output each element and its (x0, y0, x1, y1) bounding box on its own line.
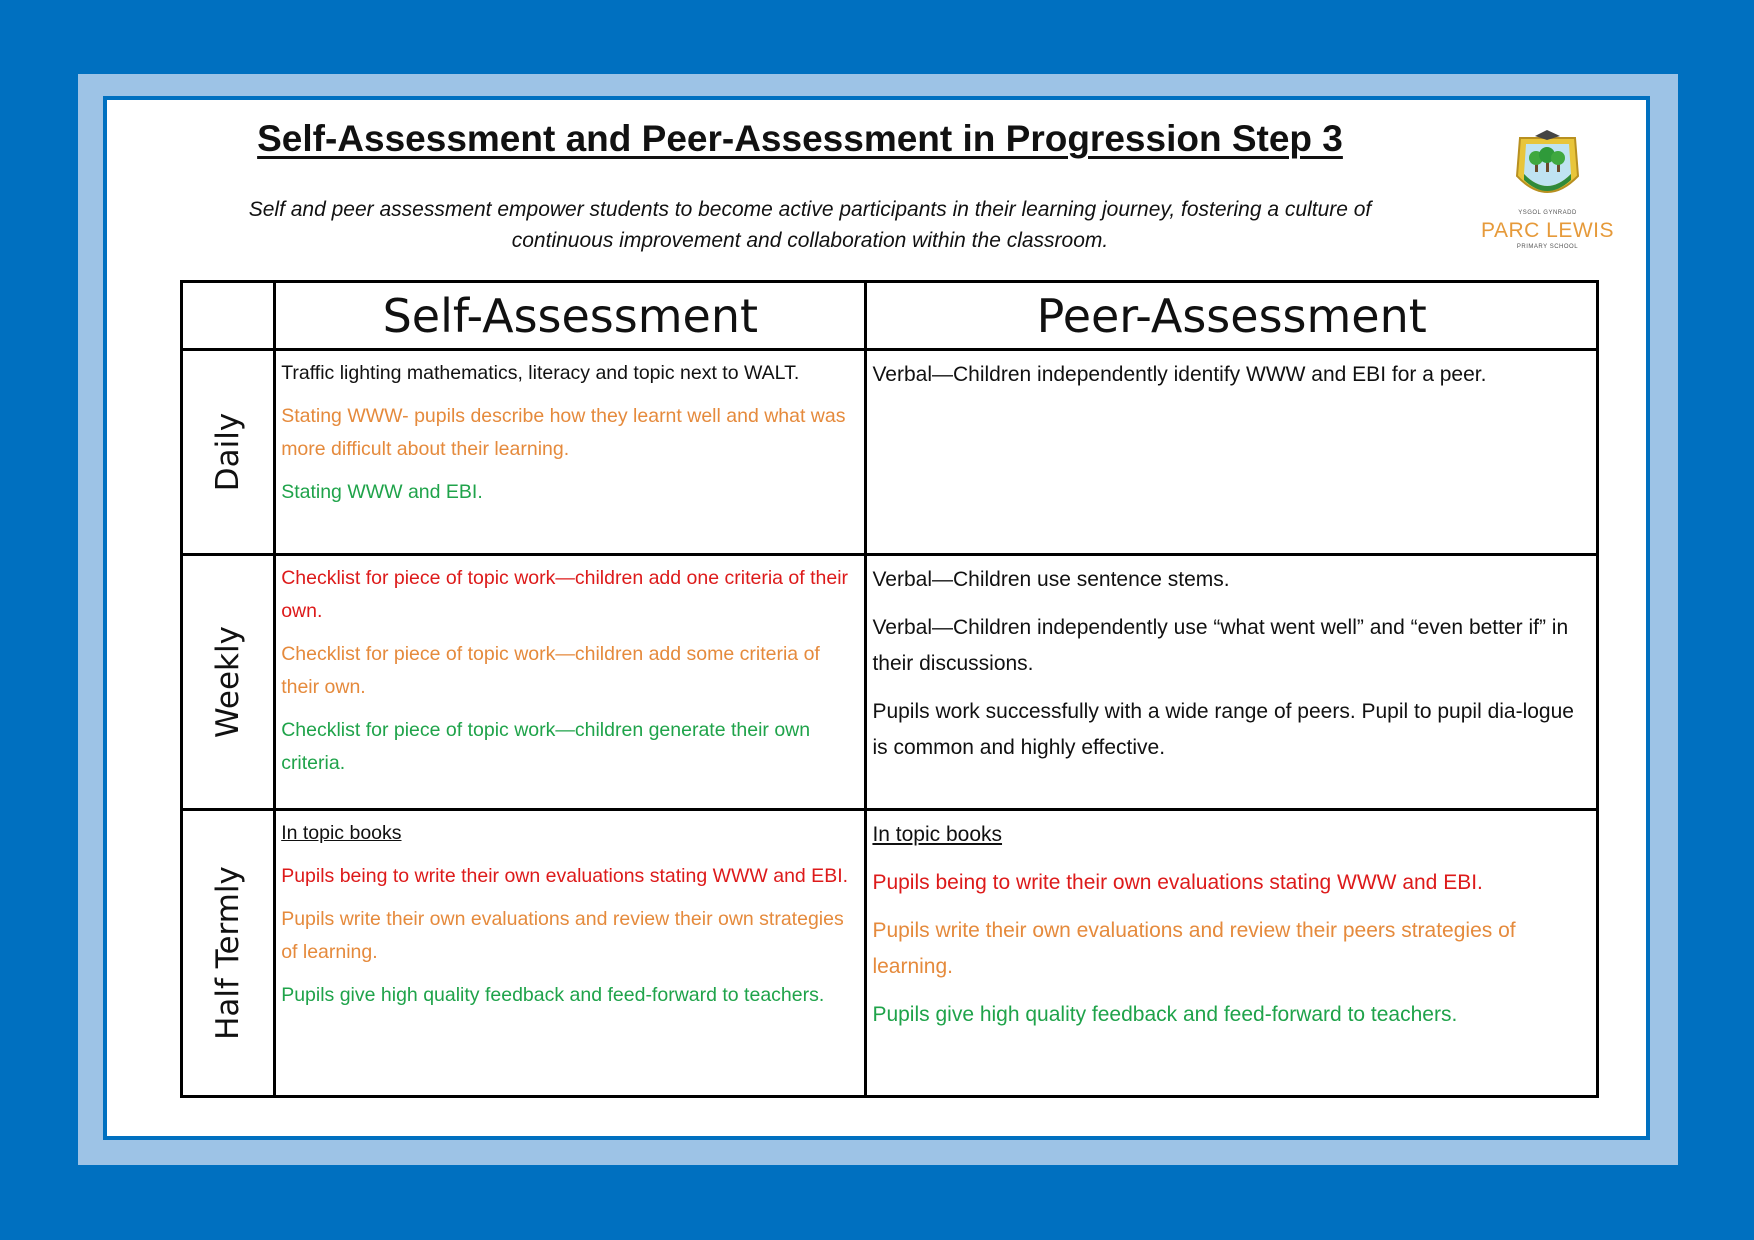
daily-self-item: Traffic lighting mathematics, literacy and topic next to WALT. (281, 362, 800, 385)
half-termly-peer-cell (866, 809, 1598, 1096)
weekly-self-item: Checklist for piece of topic work—children add some criteria of their own. (281, 643, 820, 698)
page-subtitle (190, 194, 1430, 256)
daily-self-item: Stating WWW and EBI. (281, 481, 483, 504)
half-termly-peer-item: Pupils give high quality feedback and feed-forward to teachers. (872, 1002, 1458, 1026)
row-label-daily: Daily (210, 412, 247, 492)
assessment-table (180, 280, 1599, 1098)
row-label-cell (182, 555, 275, 810)
logo-top-text: YSGOL GYNRADD (1518, 210, 1577, 216)
half-termly-self-item: Pupils write their own evaluations and review their own strategies of learning. (281, 907, 844, 963)
subtitle-line-2: continuous improvement and collaboration within the classroom. (511, 229, 1109, 252)
row-label-half-termly: Half Termly (210, 866, 247, 1040)
table-header-row (182, 282, 1598, 350)
logo-school-name: PARC LEWIS (1481, 219, 1614, 242)
weekly-self-cell (275, 555, 866, 810)
weekly-peer-item: Verbal—Children independently use “what went well” and “even better if” in their discussions. (872, 616, 1569, 675)
daily-self-cell (275, 350, 866, 555)
row-label-cell (182, 350, 275, 555)
half-termly-self-cell (275, 809, 866, 1096)
row-label-cell (182, 809, 275, 1096)
row-label-weekly: Weekly (210, 626, 247, 738)
table-row-half-termly (182, 809, 1598, 1096)
half-termly-peer-item: Pupils being to write their own evaluations stating WWW and EBI. (872, 870, 1483, 894)
school-logo (1480, 128, 1615, 256)
page-title: Self-Assessment and Peer-Assessment in Progression Step 3 (257, 118, 1343, 159)
daily-peer-item: Verbal—Children independently identify WWW and EBI for a peer. (872, 363, 1487, 387)
weekly-peer-cell (866, 555, 1598, 810)
weekly-self-item: Checklist for piece of topic work—children generate their own criteria. (281, 719, 811, 774)
half-termly-self-item: Pupils being to write their own evaluations stating WWW and EBI. (281, 864, 849, 887)
corner-cell (182, 282, 275, 350)
logo-bottom-text: PRIMARY SCHOOL (1516, 244, 1579, 250)
weekly-peer-item: Verbal—Children use sentence stems. (872, 568, 1230, 591)
header-peer-assessment: Peer-Assessment (866, 282, 1598, 350)
daily-self-item: Stating WWW- pupils describe how they learnt well and what was more difficult about their learning. (281, 405, 846, 461)
school-crest-icon (1480, 128, 1615, 210)
subtitle-line-1: Self and peer assessment empower students to become active participants in their learning journey, fostering a culture of (248, 198, 1372, 221)
table-row-weekly (182, 555, 1598, 810)
half-termly-self-item: Pupils give high quality feedback and feed-forward to teachers. (281, 983, 825, 1006)
header-self-assessment: Self-Assessment (275, 282, 866, 350)
weekly-self-item: Checklist for piece of topic work—children add one criteria of their own. (281, 567, 849, 622)
table-row-daily (182, 350, 1598, 555)
weekly-peer-item: Pupils work successfully with a wide range of peers. Pupil to pupil dia-logue is common and highly effective. (872, 700, 1574, 759)
daily-peer-cell (866, 350, 1598, 555)
half-termly-peer-item: Pupils write their own evaluations and review their peers strategies of learning. (872, 918, 1516, 978)
half-termly-self-heading: In topic books (281, 821, 402, 844)
half-termly-peer-heading: In topic books (872, 822, 1003, 846)
